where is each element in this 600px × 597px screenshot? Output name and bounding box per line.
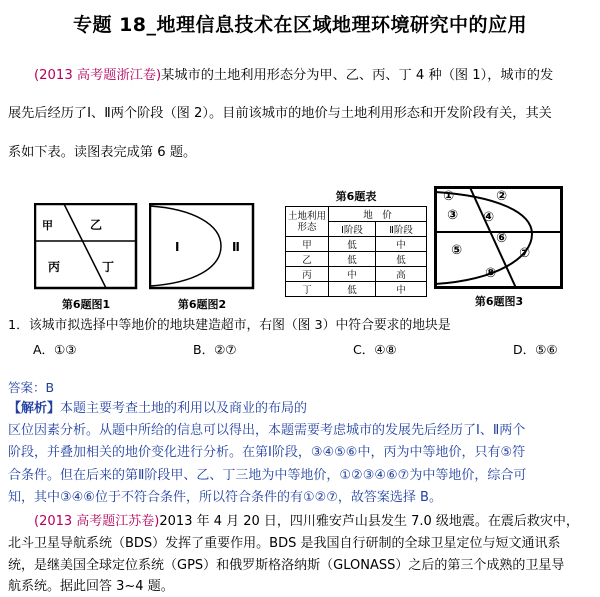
analysis-tag: 【解析】 (8, 401, 61, 416)
analysis-line-5: 知，其中③④⑥位于不符合条件，所以符合条件的有①②⑦，故答案选择 B。 (8, 490, 442, 505)
q1-text-2: 展先后经历了Ⅰ、Ⅱ两个阶段（图 2）。目前该城市的地价与土地利用形态和开发阶段有关，其关 (8, 106, 552, 121)
q2-text-1: 2013 年 4 月 20 日，四川雅安芦山县发生 7.0 级地震。在震后救灾中， (159, 514, 579, 529)
plot-7-label: ⑦ (519, 246, 531, 261)
q2-text-2: 北斗卫星导航系统（BDS）发挥了重要作用。BDS 是我国自行研制的全球卫星定位与短文通讯系 (8, 536, 561, 551)
q2-source: (2013 高考题江苏卷) (34, 514, 160, 529)
figure-2-caption: 第6题图2 (177, 298, 227, 311)
table-cell: 低 (329, 252, 376, 267)
table-cell: 甲 (286, 237, 329, 252)
answer: 答案：B (8, 380, 55, 395)
plot-4-label: ④ (483, 210, 495, 225)
table-header-price: 地 价 (329, 207, 427, 222)
figure-2-stages (149, 203, 255, 291)
page-title: 专题 18_地理信息技术在区域地理环境研究中的应用 (72, 14, 528, 36)
table-6-caption: 第6题表 (335, 190, 377, 203)
plot-5-label: ⑤ (451, 243, 463, 258)
plot-8-label: ⑧ (485, 266, 497, 281)
table-cell: 中 (329, 267, 376, 282)
table-cell: 低 (329, 282, 376, 297)
table-cell: 丁 (286, 282, 329, 297)
table-row (286, 282, 427, 297)
fig1-label-jia: 甲 (42, 219, 53, 232)
table-cell: 中 (376, 237, 427, 252)
q1-text-1: 某城市的土地利用形态分为甲、乙、丙、丁 4 种（图 1），城市的发 (161, 68, 554, 83)
q2-intro-line-1 (8, 512, 579, 532)
table-cell: 乙 (286, 252, 329, 267)
plot-1-label: ① (443, 189, 455, 204)
option-d: D．⑤⑥ (513, 342, 558, 357)
fig1-label-bing: 丙 (48, 260, 61, 274)
table-header-stage-2: Ⅱ阶段 (376, 222, 427, 237)
fig2-label-stage-2: Ⅱ (232, 240, 240, 254)
table-row (286, 267, 427, 282)
table-cell: 低 (376, 252, 427, 267)
table-6 (285, 206, 427, 297)
figure-1-caption: 第6题图1 (61, 298, 111, 311)
table-header-stage-1: Ⅰ阶段 (329, 222, 376, 237)
table-cell: 低 (329, 237, 376, 252)
figure-3-caption: 第6题图3 (474, 295, 524, 308)
plot-2-label: ② (496, 189, 508, 204)
analysis-line-1 (8, 399, 307, 419)
option-b: B．②⑦ (193, 342, 237, 357)
q2-text-3: 统，是继美国全球定位系统（GPS）和俄罗斯格洛纳斯（GLONASS）之后的第三个成熟的卫星导 (8, 558, 565, 573)
table-row (286, 237, 427, 252)
option-c: C．④⑧ (353, 342, 397, 357)
fig1-label-ding: 丁 (102, 260, 115, 274)
figure-3-overlay (434, 186, 564, 290)
table-cell: 中 (376, 282, 427, 297)
fig2-label-stage-1: Ⅰ (175, 240, 180, 254)
table-header-land-use: 土地利用形态 (286, 207, 329, 237)
table-cell: 丙 (286, 267, 329, 282)
fig1-label-yi: 乙 (90, 218, 103, 232)
q1-source: (2013 高考题浙江卷) (34, 68, 162, 83)
fig3-plot-labels (443, 189, 530, 281)
q1-text-3: 系如下表。读图表完成第 6 题。 (8, 145, 197, 160)
q2-text-4: 航系统。据此回答 3~4 题。 (8, 579, 174, 594)
table-row (286, 252, 427, 267)
analysis-line-2: 区位因素分析。从题中所给的信息可以得出，本题需要考虑城市的发展先后经历了Ⅰ、Ⅱ两个 (8, 423, 526, 438)
question-1: 1．该城市拟选择中等地价的地块建造超市，右图（图 3）中符合要求的地块是 (8, 318, 451, 333)
analysis-line-4: 合条件。但在后来的第Ⅱ阶段甲、乙、丁三地为中等地价，①②③④⑥⑦为中等地价，综合可 (8, 468, 527, 483)
analysis-text-1: 本题主要考查土地的利用以及商业的布局的 (60, 401, 308, 416)
figure-1-land-use (34, 203, 138, 291)
plot-3-label: ③ (447, 208, 459, 223)
table-cell: 高 (376, 267, 427, 282)
option-a: A．①③ (33, 342, 77, 357)
q1-intro-line-1 (8, 66, 553, 86)
analysis-line-3: 阶段，并叠加相关的地价变化进行分析。在第Ⅰ阶段，③④⑤⑥中，丙为中等地价，只有⑤符 (8, 445, 526, 460)
plot-6-label: ⑥ (496, 231, 508, 246)
